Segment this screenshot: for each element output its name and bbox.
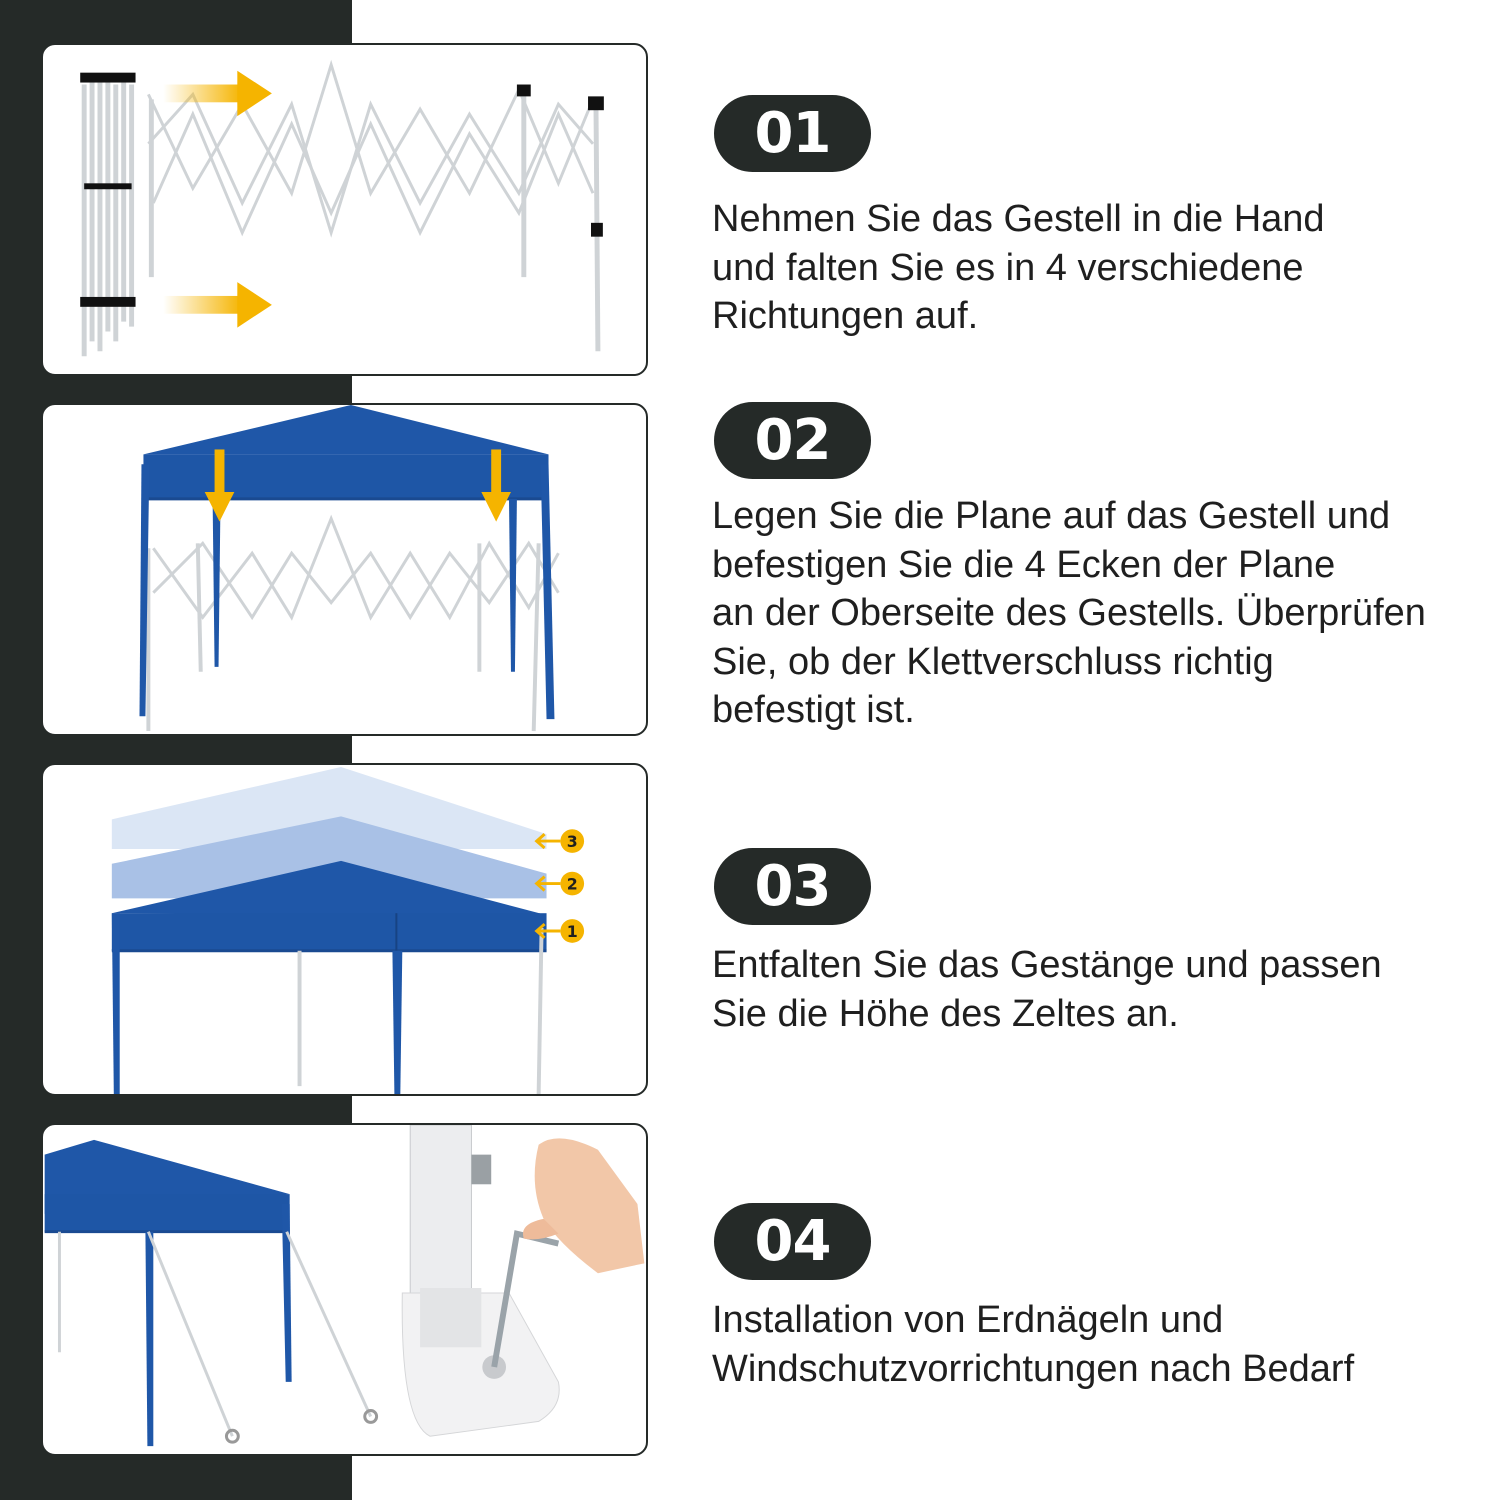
step-3-badge: 03 (714, 848, 871, 925)
step-3-line: Sie die Höhe des Zeltes an. (712, 992, 1179, 1035)
step-1-line: Nehmen Sie das Gestell in die Hand (712, 198, 1325, 240)
height-marker-3-label: 3 (566, 832, 578, 852)
step-1-image-panel (41, 43, 648, 376)
step-2-line: befestigt ist. (712, 689, 915, 731)
step-2-image-panel (41, 403, 648, 736)
ground-stake-icon (226, 1411, 376, 1443)
step-4-line: Windschutzvorrichtungen nach Bedarf (712, 1347, 1355, 1390)
canopy-on-frame-illustration (43, 405, 646, 734)
step-4-description (712, 1296, 1472, 1393)
step-2-badge: 02 (714, 402, 871, 479)
step-3-description (712, 941, 1472, 1038)
step-4-badge: 04 (714, 1203, 871, 1280)
step-2-line: Sie, ob der Klettverschluss richtig (712, 640, 1274, 683)
step-2-line: an der Oberseite des Gestells. Überprüfen (712, 592, 1426, 634)
height-marker-2-label: 2 (566, 874, 578, 894)
step-1-badge: 01 (714, 95, 871, 172)
step-4-image-panel (41, 1123, 648, 1456)
ground-stake-illustration (43, 1125, 646, 1454)
step-3-line: Entfalten Sie das Gestänge und passen (712, 944, 1382, 986)
frame-unfolding-illustration (43, 45, 646, 374)
step-2-line: Legen Sie die Plane auf das Gestell und (712, 495, 1391, 537)
step-1-line: und falten Sie es in 4 verschiedene (712, 246, 1304, 289)
height-marker-3 (537, 829, 584, 853)
extend-arrow-icon (163, 282, 272, 327)
step-1-description (712, 195, 1472, 341)
height-marker-1-label: 1 (566, 921, 578, 941)
step-3-image-panel (41, 763, 648, 1096)
step-1-line: Richtungen auf. (712, 295, 979, 337)
step-4-line: Installation von Erdnägeln und (712, 1299, 1224, 1341)
step-2-line: befestigen Sie die 4 Ecken der Plane (712, 543, 1336, 586)
step-2-description (712, 492, 1472, 735)
height-adjust-illustration (43, 765, 646, 1094)
